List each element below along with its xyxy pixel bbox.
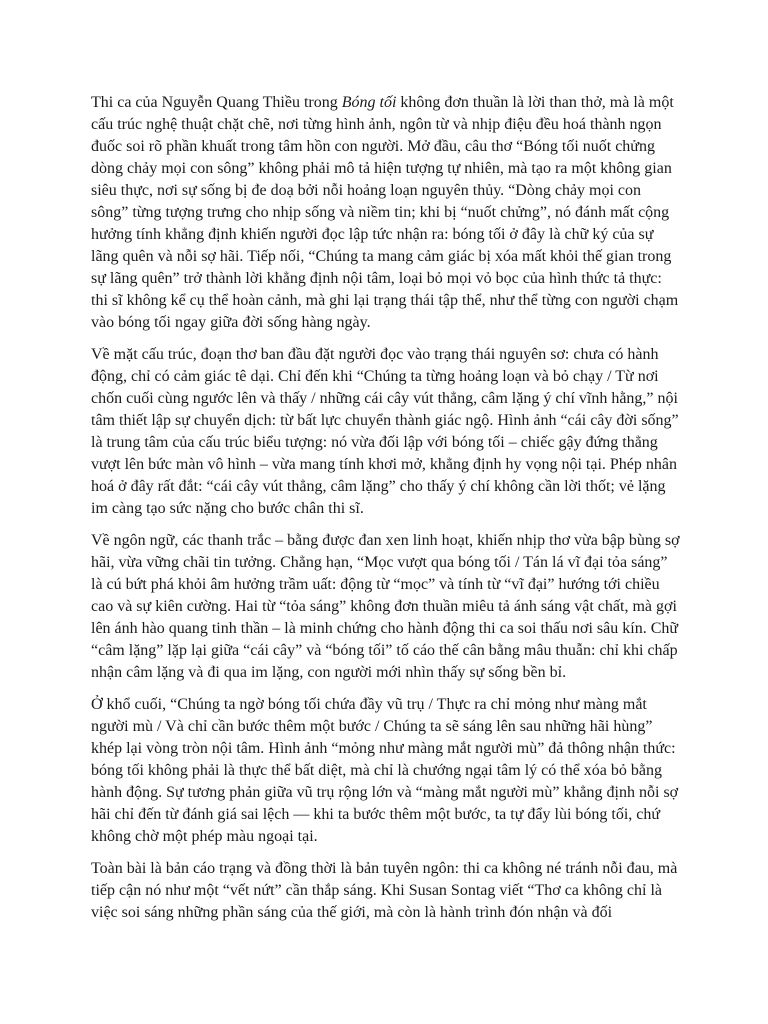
paragraph-5: Toàn bài là bản cáo trạng và đồng thời là bản tuyên ngôn: thi ca không né tránh nỗi đau, mà tiếp cận nó như một “vết nứt” cần thắp sáng. Khi Susan Sontag viết “Thơ ca không chỉ là việc soi sáng những phần sáng của thế giới, mà còn là hành trình đón nhận và đối <box>91 860 678 921</box>
paragraph-3: Về ngôn ngữ, các thanh trắc – bằng được đan xen linh hoạt, khiến nhịp thơ vừa bập bùng sợ hãi, vừa vững chãi tin tưởng. Chẳng hạn, “Mọc vượt qua bóng tối / Tán lá vĩ đại tỏa sáng” là cú bứt phá khỏi âm hưởng trầm uất: động từ “mọc” và tính từ “vĩ đại” hướng tới chiều cao và sự kiên cường. Hai từ “tỏa sáng” không đơn thuần miêu tả ánh sáng vật chất, mà gợi lên ánh hào quang tinh thần – là minh chứng cho hành động thi ca soi thấu nơi sâu kín. Chữ “câm lặng” lặp lại giữa “cái cây” và “bóng tối” tố cáo thế cân bằng mâu thuẫn: chỉ khi chấp nhận câm lặng và đi qua im lặng, con người mới nhìn thấy sự sống bền bỉ. <box>91 532 680 681</box>
paragraph-4: Ở khổ cuối, “Chúng ta ngờ bóng tối chứa đầy vũ trụ / Thực ra chỉ mỏng như màng mắt người mù / Và chỉ cần bước thêm một bước / Chúng ta sẽ sáng lên sau những hãi hùng” khép lại vòng tròn nội tâm. Hình ảnh “mỏng như màng mắt người mù” đả thông nhận thức: bóng tối không phải là thực thể bất diệt, mà chỉ là chướng ngại tâm lý có thể xóa bỏ bằng hành động. Sự tương phản giữa vũ trụ rộng lớn và “màng mắt người mù” khẳng định nỗi sợ hãi chỉ đến từ đánh giá sai lệch — khi ta bước thêm một bước, ta tự đẩy lùi bóng tối, chứ không chờ một phép màu ngoại tại. <box>91 696 679 845</box>
paragraph-2: Về mặt cấu trúc, đoạn thơ ban đầu đặt người đọc vào trạng thái nguyên sơ: chưa có hành động, chỉ có cảm giác tê dại. Chỉ đến khi “Chúng ta từng hoảng loạn và bỏ chạy / Từ nơi chốn cuối cùng ngước lên và thấy / những cái cây vút thẳng, câm lặng ý chí vĩnh hằng,” nội tâm thiết lập sự chuyển dịch: từ bất lực chuyển thành giác ngộ. Hình ảnh “cái cây đời sống” là trung tâm của cấu trúc biểu tượng: nó vừa đối lập với bóng tối – chiếc gậy đứng thẳng vượt lên bức màn vô hình – vừa mang tính khơi mở, khẳng định hy vọng nội tại. Phép nhân hoá ở đây rất đắt: “cái cây vút thẳng, câm lặng” cho thấy ý chí không cần lời thốt; vẻ lặng im càng tạo sức nặng cho bước chân thi sĩ. <box>91 346 679 517</box>
work-title: Bóng tối <box>341 94 397 111</box>
paragraph-1-rest: không đơn thuần là lời than thở, mà là một cấu trúc nghệ thuật chặt chẽ, nơi từng hình ảnh, ngôn từ và nhịp điệu đều hoá thành ngọn đuốc soi rõ phần khuất trong tâm hồn con người. Mở đầu, câu thơ “Bóng tối nuốt chửng dòng chảy mọi con sông” không phải mô tả hiện tượng tự nhiên, mà tạo ra một không gian siêu thực, nơi sự sống bị đe doạ bởi nỗi hoảng loạn nguyên thủy. “Dòng chảy mọi con sông” từng tượng trưng cho nhịp sống và niềm tin; khi bị “nuốt chửng”, nó đánh mất cộng hưởng tính khẳng định khiến người đọc lập tức nhận ra: bóng tối ở đây là chữ ký của sự lãng quên và nỗi sợ hãi. Tiếp nối, “Chúng ta mang cảm giác bị xóa mất khỏi thế gian trong sự lãng quên” trở thành lời khẳng định nội tâm, loại bỏ mọi vỏ bọc của hình thức tả thực: thi sĩ không kể cụ thể hoàn cảnh, mà ghi lại trạng thái tập thể, như thể từng con người chạm vào bóng tối ngay giữa đời sống hàng ngày. <box>91 94 679 331</box>
paragraph-1 <box>91 92 681 334</box>
paragraph-1-lead: Thi ca của Nguyễn Quang Thiều trong <box>91 94 342 111</box>
document-body <box>91 92 681 934</box>
